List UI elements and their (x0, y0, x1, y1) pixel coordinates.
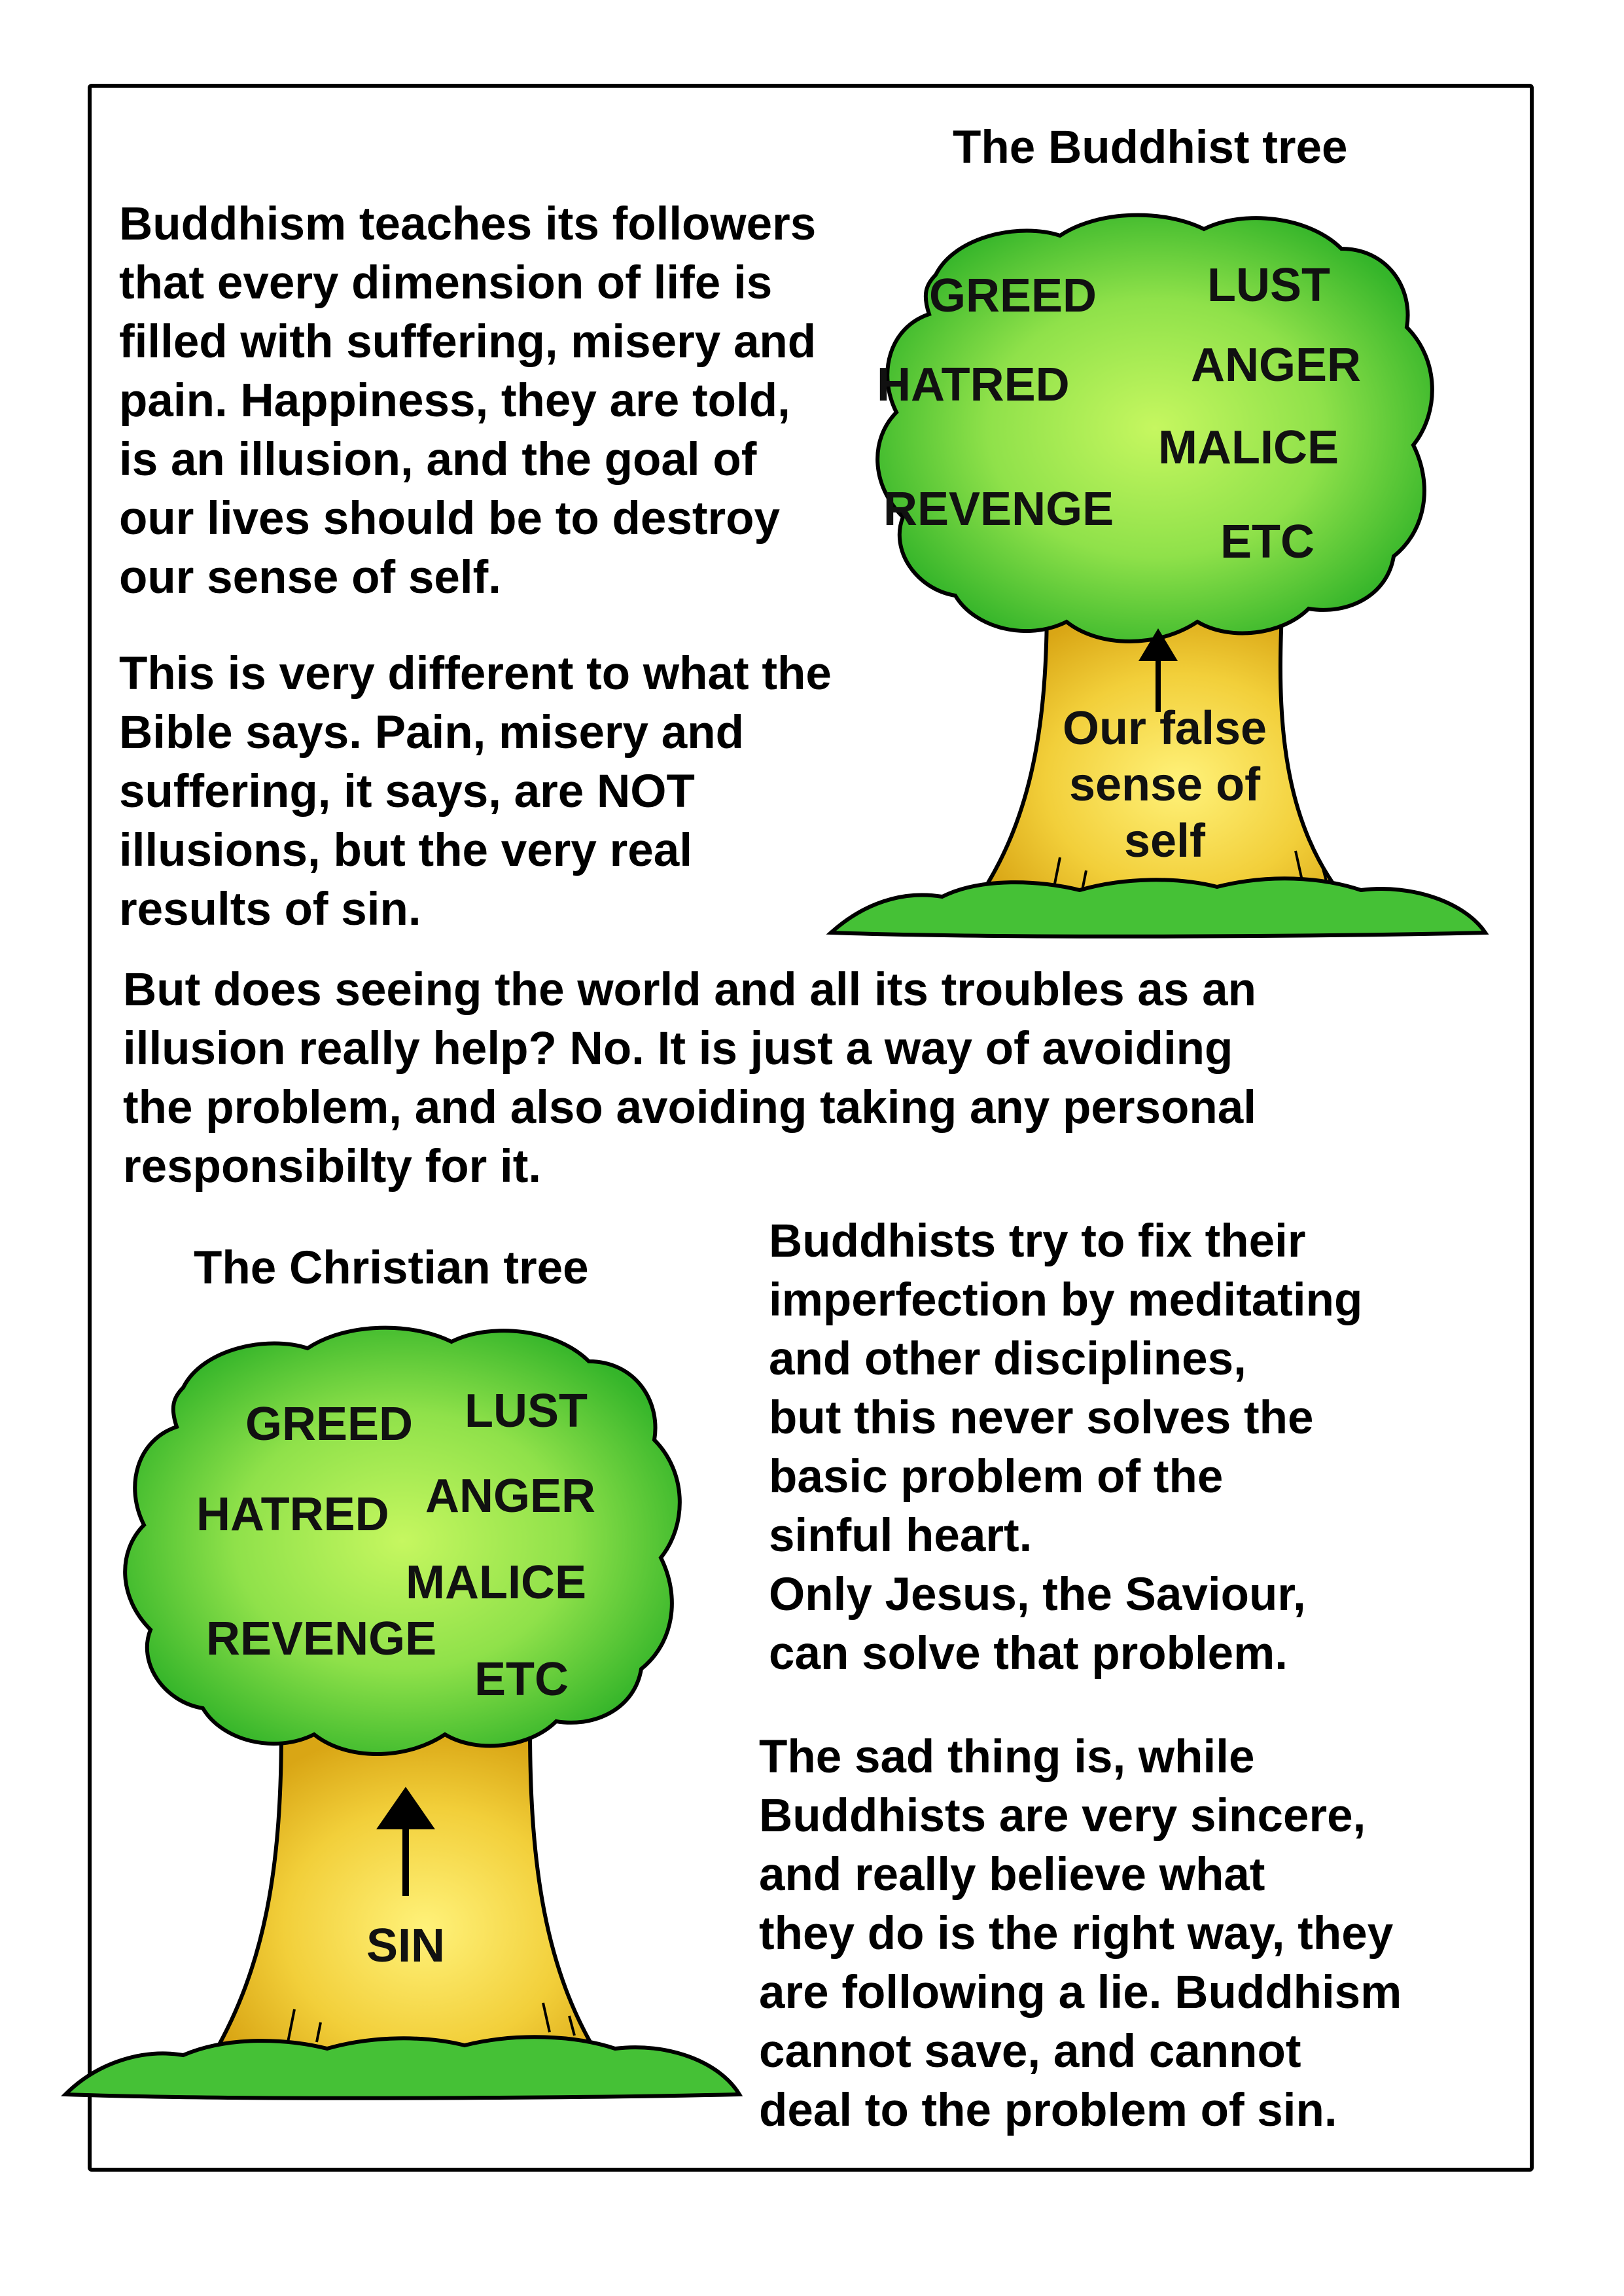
vice-word-etc: ETC (474, 1653, 569, 1706)
bible-contrast-paragraph: This is very different to what the Bible says. Pain, misery and suffering, it says, are NOT illusions, but the very real results of sin. (119, 648, 832, 935)
conclusion-paragraph: The sad thing is, while Buddhists are very sincere, and really believe what they do is the right way, they are following a lie. Buddhism cannot save, and cannot deal to the problem of sin. (759, 1731, 1402, 2136)
vice-word-hatred: HATRED (196, 1488, 389, 1541)
vice-word-greed: GREED (929, 270, 1097, 322)
trunk-label: Our false sense of self (1062, 702, 1267, 867)
arrow-up-icon (376, 1787, 435, 1898)
vice-word-etc: ETC (1220, 516, 1315, 568)
vice-word-malice: MALICE (1158, 422, 1339, 474)
vice-word-revenge: REVENGE (883, 483, 1114, 535)
vice-word-lust: LUST (1207, 259, 1330, 312)
vice-word-malice: MALICE (406, 1556, 586, 1609)
vice-word-anger: ANGER (1191, 339, 1362, 391)
meditation-paragraph: Buddhists try to fix their imperfection by meditating and other disciplines, but this never solves the basic problem of the sinful heart. Only Jesus, the Saviour, can solve that problem. (769, 1215, 1363, 1679)
buddhist-tree (824, 196, 1498, 969)
vice-word-hatred: HATRED (877, 359, 1070, 411)
christian-tree (59, 1316, 752, 2121)
buddhist-tree-title: The Buddhist tree (953, 122, 1348, 173)
christian-tree-title: The Christian tree (194, 1242, 589, 1294)
vice-word-revenge: REVENGE (206, 1613, 437, 1665)
vice-word-greed: GREED (245, 1398, 414, 1450)
vice-word-lust: LUST (465, 1385, 588, 1437)
vice-word-anger: ANGER (425, 1470, 596, 1522)
trunk-label: SIN (366, 1920, 446, 1972)
illusion-paragraph: But does seeing the world and all its troubles as an illusion really help? No. It is just a way of avoiding the problem, and also avoiding taking any personal responsibilty for it. (123, 964, 1256, 1193)
intro-paragraph: Buddhism teaches its followers that every dimension of life is filled with suffering, misery and pain. Happiness, they are told, is an illusion, and the goal of our lives should be to destroy our sense of self. (119, 198, 817, 603)
